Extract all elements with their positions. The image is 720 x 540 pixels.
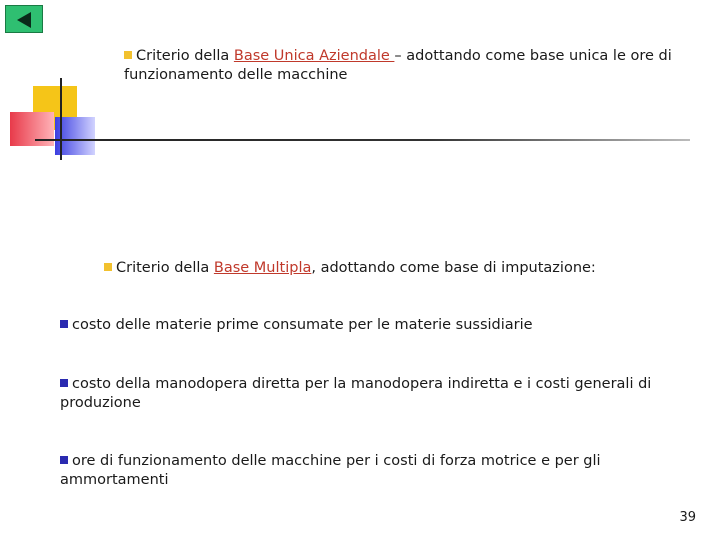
bullet-square-icon: [104, 263, 112, 271]
criterion-term: Base Unica Aziendale: [233, 48, 395, 64]
sub-item-ore-macchine: [60, 452, 680, 490]
criterion-base-multipla: [104, 259, 664, 278]
page-number: 39: [679, 510, 696, 525]
sub-item-manodopera: [60, 375, 680, 413]
bullet-square-icon: [60, 456, 68, 464]
decor-vertical-line: [60, 78, 62, 160]
criterion-prefix: Criterio della: [116, 260, 214, 276]
bullet-square-icon: [60, 379, 68, 387]
sub-item-text: costo della manodopera diretta per la manodopera indiretta e i costi generali di produzione: [60, 376, 652, 411]
sub-item-text: costo delle materie prime consumate per le materie sussidiarie: [72, 317, 533, 333]
criterion-prefix: Criterio della: [136, 48, 234, 64]
sub-item-text: ore di funzionamento delle macchine per i costi di forza motrice e per gli ammortamenti: [60, 453, 601, 488]
criterion-base-unica: [124, 47, 694, 85]
sub-item-materie: [60, 316, 700, 335]
bullet-square-icon: [124, 51, 132, 59]
back-button[interactable]: [5, 5, 43, 33]
decor-horizontal-rule: [35, 139, 690, 141]
criterion-description: – adottando come base unica le ore di funzionamento delle macchine: [124, 48, 672, 83]
bullet-square-icon: [60, 320, 68, 328]
back-arrow-icon: [17, 12, 31, 28]
criterion-description: , adottando come base di imputazione:: [311, 260, 596, 276]
criterion-term: Base Multipla: [213, 260, 312, 276]
